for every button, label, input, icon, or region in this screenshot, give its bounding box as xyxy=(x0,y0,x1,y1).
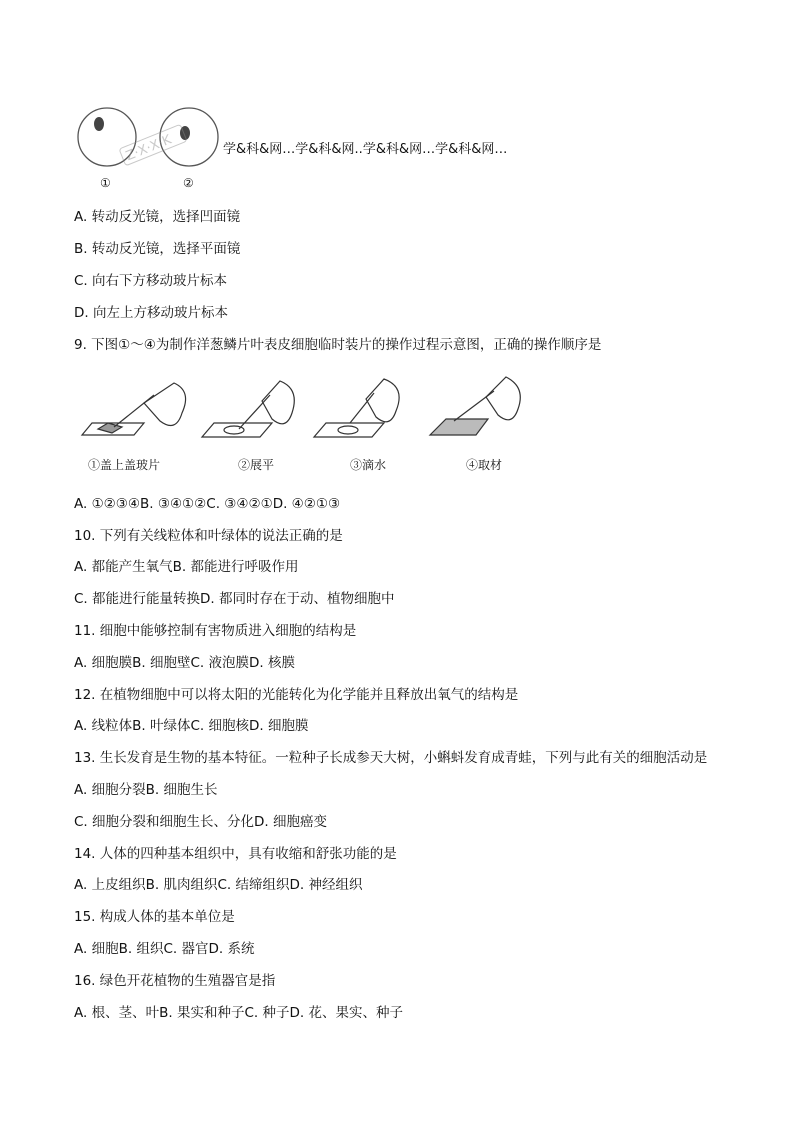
q13-stem: 13. 生长发育是生物的基本特征。一粒种子长成参天大树，小蝌蚪发育成青蛙，下列与此有关的细胞活动是 xyxy=(74,750,708,766)
step-caption-2: ②展平 xyxy=(238,458,275,472)
slide-preparation-figure xyxy=(74,373,544,478)
q12-option-c: C. 细胞核 xyxy=(190,718,249,734)
q11-stem: 11. 细胞中能够控制有害物质进入细胞的结构是 xyxy=(74,623,357,639)
q12-option-d: D. 细胞膜 xyxy=(248,718,309,734)
q9-options xyxy=(74,494,340,514)
q15-stem: 15. 构成人体的基本单位是 xyxy=(74,909,235,925)
q12-stem: 12. 在植物细胞中可以将太阳的光能转化为化学能并且释放出氧气的结构是 xyxy=(74,687,519,703)
q10-options-row2 xyxy=(74,589,395,609)
q13-option-c: C. 细胞分裂和细胞生长、分化 xyxy=(74,814,255,830)
q14-option-c: C. 结缔组织 xyxy=(217,877,290,893)
svg-text:Z·X·X·K: Z·X·X·K xyxy=(123,132,174,165)
microscope-view-figure xyxy=(76,104,226,196)
figure-label-2: ② xyxy=(183,176,194,190)
q14-option-d: D. 神经组织 xyxy=(289,877,363,893)
q15-option-c: C. 器官 xyxy=(163,941,209,957)
q11-option-c: C. 液泡膜 xyxy=(190,655,249,671)
q9-option-c: C. ③④②① xyxy=(206,496,273,512)
q11-option-b: B. 细胞壁 xyxy=(132,655,191,671)
q10-stem: 10. 下列有关线粒体和叶绿体的说法正确的是 xyxy=(74,528,343,544)
q16-stem: 16. 绿色开花植物的生殖器官是指 xyxy=(74,973,276,989)
q15-options xyxy=(74,939,254,959)
q8-option-b: B. 转动反光镜，选择平面镜 xyxy=(74,241,241,257)
step-caption-1: ①盖上盖玻片 xyxy=(88,458,161,472)
q10-options-row1 xyxy=(74,557,298,577)
step-caption-3: ③滴水 xyxy=(350,458,387,472)
q15-option-a: A. 细胞 xyxy=(74,941,119,957)
q10-option-b: B. 都能进行呼吸作用 xyxy=(172,559,299,575)
q8-option-d: D. 向左上方移动玻片标本 xyxy=(74,305,228,321)
q15-option-b: B. 组织 xyxy=(118,941,164,957)
q12-option-b: B. 叶绿体 xyxy=(132,718,191,734)
figure-label-1: ① xyxy=(100,176,111,190)
q9-option-b: B. ③④①② xyxy=(140,496,207,512)
q8-option-c: C. 向右下方移动玻片标本 xyxy=(74,273,228,289)
step-caption-4: ④取材 xyxy=(466,458,503,472)
q13-options-row2 xyxy=(74,812,327,832)
q13-options-row1 xyxy=(74,780,217,800)
q10-option-c: C. 都能进行能量转换 xyxy=(74,591,201,607)
q9-stem: 9. 下图①～④为制作洋葱鳞片叶表皮细胞临时装片的操作过程示意图，正确的操作顺序是 xyxy=(74,337,602,353)
q13-option-a: A. 细胞分裂 xyxy=(74,782,146,798)
q13-option-d: D. 细胞癌变 xyxy=(254,814,327,830)
q16-option-c: C. 种子 xyxy=(244,1005,290,1021)
q10-option-a: A. 都能产生氧气 xyxy=(74,559,173,575)
slide-preparation-drawing xyxy=(74,373,544,453)
q9-option-a: A. ①②③④ xyxy=(74,496,140,512)
q14-option-a: A. 上皮组织 xyxy=(74,877,146,893)
q14-option-b: B. 肌肉组织 xyxy=(145,877,218,893)
q11-options xyxy=(74,653,295,673)
q14-stem: 14. 人体的四种基本组织中，具有收缩和舒张功能的是 xyxy=(74,846,397,862)
q14-options xyxy=(74,875,362,895)
q10-option-d: D. 都同时存在于动、植物细胞中 xyxy=(200,591,395,607)
microscope-view-drawing xyxy=(76,104,226,196)
q8-option-a: A. 转动反光镜，选择凹面镜 xyxy=(74,209,241,225)
q12-options xyxy=(74,716,308,736)
q11-option-d: D. 核膜 xyxy=(248,655,295,671)
q9-option-d: D. ④②①③ xyxy=(272,496,341,512)
q16-option-a: A. 根、茎、叶 xyxy=(74,1005,160,1021)
q11-option-a: A. 细胞膜 xyxy=(74,655,133,671)
q16-option-b: B. 果实和种子 xyxy=(159,1005,245,1021)
q12-option-a: A. 线粒体 xyxy=(74,718,133,734)
q13-option-b: B. 细胞生长 xyxy=(145,782,218,798)
q15-option-d: D. 系统 xyxy=(208,941,255,957)
q16-option-d: D. 花、果实、种子 xyxy=(289,1005,403,1021)
watermark-text: 学&科&网…学&科&网..学&科&网…学&科&网… xyxy=(223,142,508,157)
q16-options xyxy=(74,1003,403,1023)
